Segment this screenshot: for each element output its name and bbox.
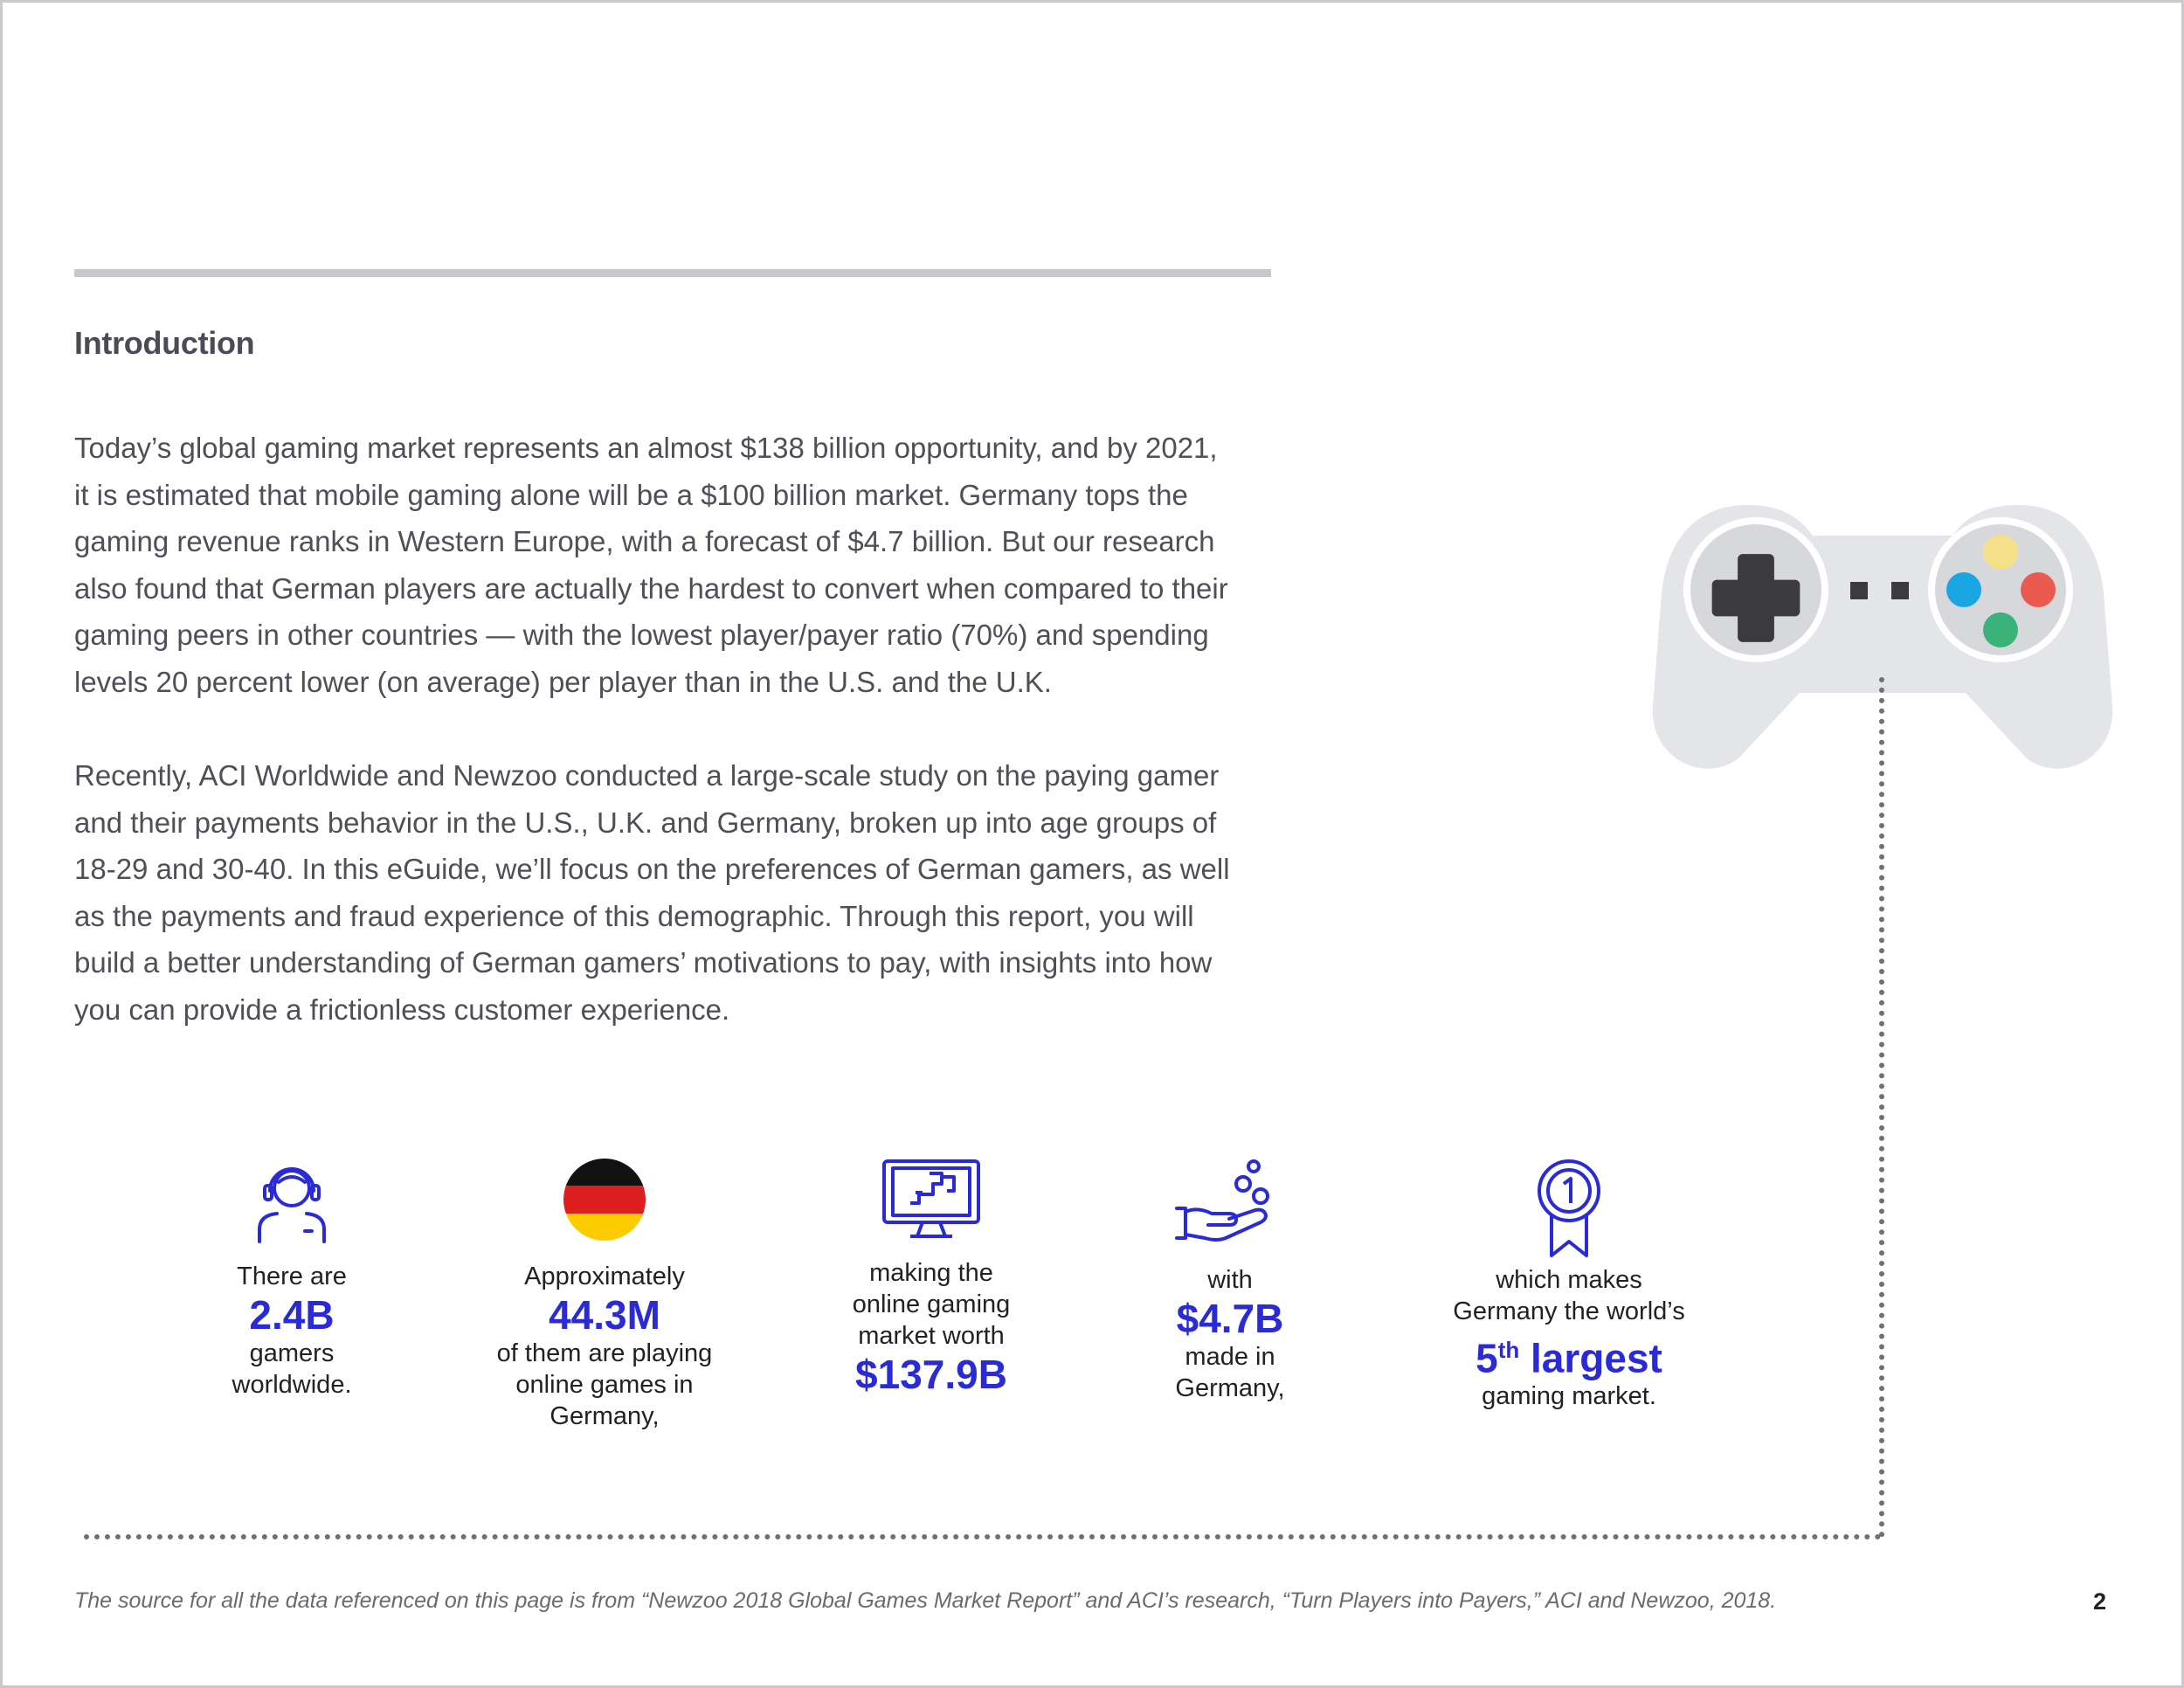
stat-value [1429,1327,1709,1380]
page-number: 2 [2093,1588,2107,1615]
paragraph-line: also found that German players are actually the hardest to convert when compared to their [74,571,1228,605]
stat-pre-text: There are [237,1263,347,1290]
paragraph-line: Today’s global gaming market represents an almost $138 billion opportunity, and by 2021, [74,432,1218,464]
rank-number: 5 [1476,1335,1498,1381]
stat-post-text: Germany, [1175,1374,1285,1402]
top-rule [74,269,1271,277]
stat-post-text: worldwide. [232,1371,352,1399]
section-heading: Introduction [74,325,255,361]
stat-pre-text: Approximately [524,1263,685,1290]
stat-value: 44.3M [549,1292,660,1338]
paragraph-line: levels 20 percent lower (on average) per player than in the U.S. and the U.K. [74,665,1052,698]
dotted-connector-vertical [1879,677,1884,1538]
stat-pre-text: market worth [858,1322,1005,1350]
paragraph-line: and their payments behavior in the U.S., U.K. and Germany, broken up into age groups of [74,806,1217,839]
monitor-game-icon [881,1158,982,1245]
stat-value: 2.4B [249,1292,335,1338]
paragraph-line: gaming revenue ranks in Western Europe, with a forecast of $4.7 billion. But our research [74,525,1215,558]
stat-market-worth [791,1158,1071,1397]
hand-coins-icon [1173,1158,1287,1245]
stat-post-text: Germany, [549,1402,660,1430]
gamer-headset-icon [252,1158,331,1245]
stat-post-text: online games in [515,1371,694,1399]
stat-germany-players [465,1158,744,1432]
paragraph-line: it is estimated that mobile gaming alone will be a $100 billion market. Germany tops the [74,478,1188,511]
stat-value: $4.7B [1176,1296,1284,1341]
stat-pre-text: making the [869,1259,993,1287]
paragraph-line: as the payments and fraud experience of this demographic. Through this report, you will [74,899,1194,932]
paragraph-line: you can provide a frictionless customer experience. [74,993,730,1026]
stat-post-text: made in [1185,1343,1275,1371]
stat-gamers-worldwide [152,1158,432,1401]
stat-germany-revenue [1090,1158,1370,1404]
germany-flag-icon [563,1158,646,1242]
stat-value: $137.9B [855,1352,1007,1397]
intro-paragraph-1 [74,425,1297,706]
stat-pre-text: which makes [1496,1266,1642,1294]
paragraph-line: 18-29 and 30-40. In this eGuide, we’ll focus on the preferences of German gamers, as well [74,853,1230,886]
award-ribbon-icon [1534,1158,1604,1259]
source-footnote: The source for all the data referenced on this page is from “Newzoo 2018 Global Games Market Report” and ACI’s research, “Turn Players into Payers,” ACI and Newzoo, 2018. [74,1588,1777,1613]
stat-post-text: gaming market. [1482,1382,1656,1411]
stat-pre-text: online gaming [852,1290,1011,1318]
stat-world-ranking [1429,1158,1709,1412]
stat-pre-text: with [1207,1266,1253,1294]
dotted-connector-horizontal [84,1534,1882,1539]
intro-paragraph-2 [74,752,1297,1034]
paragraph-line: Recently, ACI Worldwide and Newzoo conducted a large-scale study on the paying gamer [74,759,1220,792]
stat-post-text: gamers [249,1339,335,1367]
stat-post-text: of them are playing [496,1339,713,1367]
paragraph-line: build a better understanding of German gamers’ motivations to pay, with insights into how [74,946,1213,979]
stat-pre-text: Germany the world’s [1453,1297,1685,1325]
rank-suffix: th [1497,1337,1520,1363]
rank-word: largest [1519,1335,1662,1381]
paragraph-line: gaming peers in other countries — with the lowest player/payer ratio (70%) and spending [74,619,1209,652]
